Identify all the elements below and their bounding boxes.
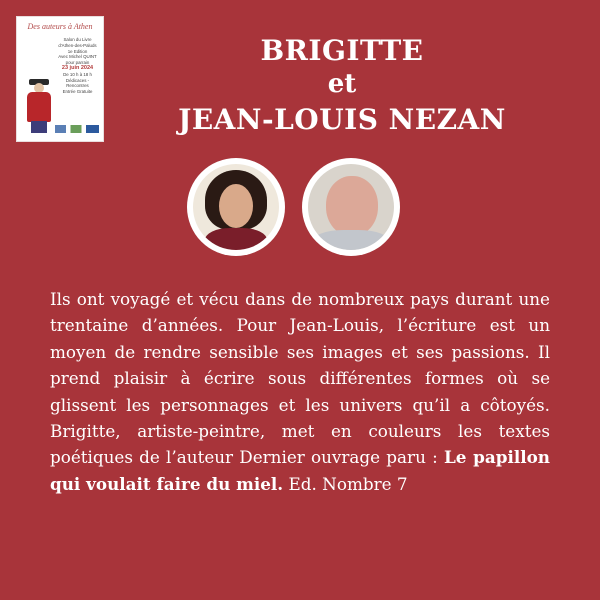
poster-hours: De 10 h à 18 h bbox=[63, 71, 92, 77]
poster-line: d'Athen-des-Paluds bbox=[58, 42, 97, 48]
poster-sponsor-logos bbox=[55, 125, 99, 133]
poster-line: 1e Edition bbox=[67, 48, 88, 54]
bio-text: Ils ont voyagé et vécu dans de nombreux pays durant une trentaine d’années. Pour Jean-Louis, l’écriture est un moyen de rendre sensible ses images et ses passions. Il prend plaisir à écrire sous différentes formes où se glissent les personnages et les univers qu’il a côtoyés. Brigitte, artiste-peintre, met en couleurs les textes poétiques de l’auteur Dernier ouvrage paru : bbox=[50, 289, 550, 468]
poster-line: pour parrain bbox=[65, 60, 90, 66]
author-bio bbox=[50, 286, 550, 497]
portrait-jean-louis bbox=[302, 158, 400, 256]
poster-extra: Dédicaces - Rencontres bbox=[65, 77, 90, 89]
book-title: Le papillon qui voulait faire du miel. bbox=[50, 447, 550, 494]
portrait-shirt bbox=[312, 230, 390, 250]
poster-title: Des auteurs à Athen bbox=[27, 22, 93, 31]
portrait-face bbox=[326, 176, 378, 236]
author-name-line-2: JEAN-LOUIS NEZAN bbox=[178, 103, 506, 136]
portrait-shirt bbox=[205, 228, 267, 250]
poster-date: 23 juin 2024 bbox=[61, 64, 94, 71]
poster-figure-body bbox=[27, 92, 51, 122]
publisher: Ed. Nombre 7 bbox=[283, 473, 408, 494]
poster-info bbox=[55, 37, 100, 95]
event-poster-thumbnail bbox=[16, 16, 104, 142]
portrait-brigitte-photo bbox=[193, 164, 279, 250]
poster-line: Salon du Livre bbox=[63, 37, 92, 42]
author-name-conjunction: et bbox=[327, 69, 357, 99]
author-name-line-1: BRIGITTE bbox=[260, 34, 424, 67]
portrait-jean-louis-photo bbox=[308, 164, 394, 250]
poster-extra: Entrée Gratuite bbox=[62, 89, 93, 95]
portrait-face bbox=[219, 184, 253, 228]
poster-figure-legs bbox=[31, 121, 47, 133]
poster-line: Avec Michel QUINT bbox=[58, 54, 97, 60]
portrait-brigitte bbox=[187, 158, 285, 256]
